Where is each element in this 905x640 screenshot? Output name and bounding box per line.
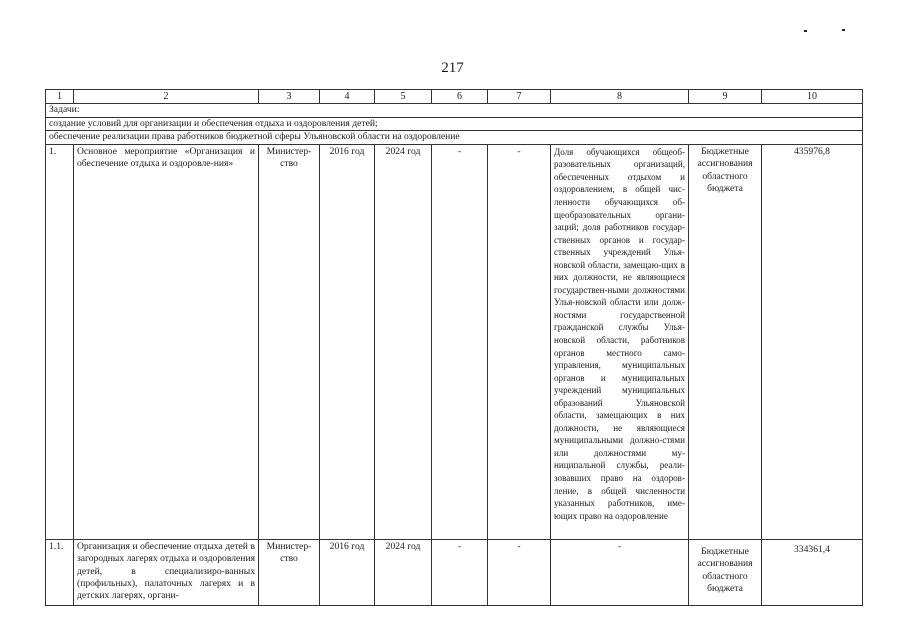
- col-number-4: 4: [320, 90, 375, 104]
- tasks-row: [46, 104, 863, 118]
- funding-source: Бюджетные ассигнования областного бюджета: [689, 539, 762, 605]
- task-line: создание условий для организации и обеспечения отдыха и оздоровления детей;: [46, 117, 863, 131]
- col-number-1: 1: [46, 90, 74, 104]
- executor: Министер-ство: [259, 539, 320, 605]
- row-number: 1.: [46, 144, 74, 539]
- table-row: [46, 539, 863, 605]
- funding-amount: 435976,8: [762, 144, 863, 539]
- tasks-row: [46, 117, 863, 131]
- col-number-2: 2: [74, 90, 259, 104]
- col-number-8: 8: [551, 90, 689, 104]
- target-indicator: -: [551, 539, 689, 605]
- header-row: [46, 90, 863, 104]
- measure-name: Организация и обеспечение отдыха детей в загородных лагерях отдыха и оздоровления детей, в специализиро-ванных (профильных), палаточных лагерях и в детских лагерях, органи-: [74, 539, 259, 605]
- end-year: 2024 год: [375, 539, 432, 605]
- target-indicator: Доля обучающихся общеоб-разовательных организаций, обеспеченных отдыхом и оздоровлением, в общей чис-ленности обучающихся об-щеобразовательных органи-заций; доля работников государ-ственных органов и государ-ственных учреждений Улья-новской области, замещаю-щих в них должности, не являющиеся государствен-ными должностями Улья-новской области или долж-ностями государственной гражданской службы Улья-новской области, работников органов местного само-управления, муниципальных органов и муниципальных учреждений муниципальных образований Ульяновской области, замещающих в них должности, не являющиеся муниципальными должно-стями или должностями му-ниципальной службы, реали-зовавших право на оздоров-ление, в общей численности указанных работников, име-ющих право на оздоровление: [551, 144, 689, 539]
- executor: Министер-ство: [259, 144, 320, 539]
- funding-amount: 334361,4: [762, 539, 863, 605]
- col6-value: -: [432, 144, 488, 539]
- col-number-5: 5: [375, 90, 432, 104]
- task-line: обеспечение реализации права работников бюджетной сферы Ульяновской области на оздоровление: [46, 131, 863, 145]
- table-row: [46, 144, 863, 539]
- start-year: 2016 год: [320, 144, 375, 539]
- tasks-title: Задачи:: [46, 104, 863, 118]
- col7-value: -: [488, 144, 551, 539]
- col-number-6: 6: [432, 90, 488, 104]
- page-number: 217: [441, 60, 464, 76]
- scan-speck: [842, 29, 845, 31]
- funding-source: Бюджетные ассигнования областного бюджета: [689, 144, 762, 539]
- col-number-3: 3: [259, 90, 320, 104]
- end-year: 2024 год: [375, 144, 432, 539]
- col-number-7: 7: [488, 90, 551, 104]
- program-table: [45, 89, 863, 606]
- measure-name: Основное мероприятие «Организация и обеспечение отдыха и оздоровле-ния»: [74, 144, 259, 539]
- row-number: 1.1.: [46, 539, 74, 605]
- col-number-9: 9: [689, 90, 762, 104]
- scan-speck: [804, 30, 807, 32]
- col6-value: -: [432, 539, 488, 605]
- start-year: 2016 год: [320, 539, 375, 605]
- tasks-row: [46, 131, 863, 145]
- col7-value: -: [488, 539, 551, 605]
- col-number-10: 10: [762, 90, 863, 104]
